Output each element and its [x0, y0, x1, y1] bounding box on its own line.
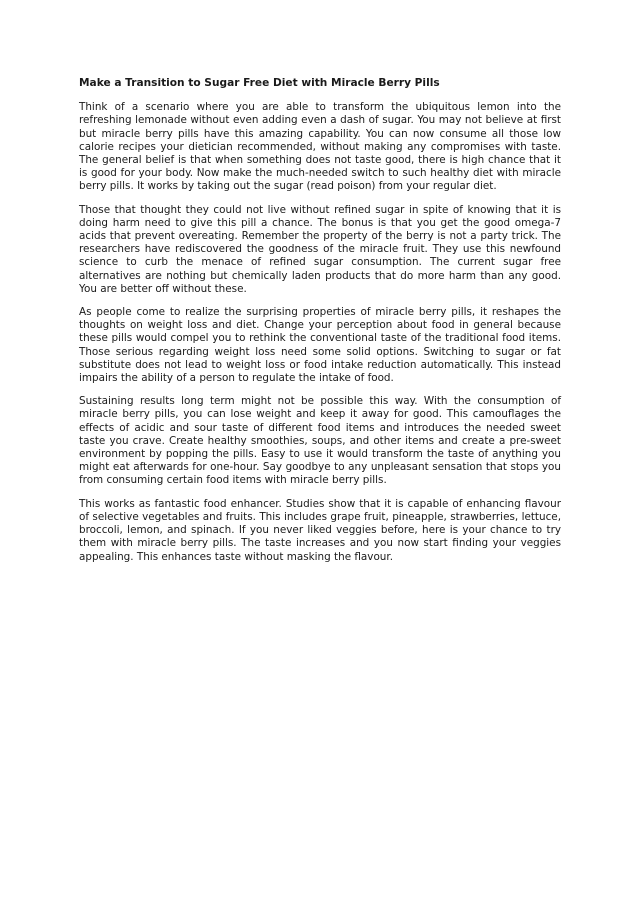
paragraph-3: As people come to realize the surprising properties of miracle berry pills, it reshapes the thoughts on weight loss and diet. Change your perception about food in general because these pills would compel you to rethink the conventional taste of the traditional food items. Those serious regarding weight loss need some solid options. Switching to sugar or fat substitute does not lead to weight loss or food intake reduction automatically. This instead impairs the ability of a person to regulate the intake of food. — [79, 306, 561, 385]
paragraph-1: Think of a scenario where you are able to transform the ubiquitous lemon into the refreshing lemonade without even adding even a dash of sugar. You may not believe at first but miracle berry pills have this amazing capability. You can now consume all those low calorie recipes your dietician recommended, without making any compromises with taste. The general belief is that when something does not taste good, there is high chance that it is good for your body. Now make the much-needed switch to such healthy diet with miracle berry pills. It works by taking out the sugar (read poison) from your regular diet. — [79, 101, 561, 193]
paragraph-4: Sustaining results long term might not be possible this way. With the consumption of miracle berry pills, you can lose weight and keep it away for good. This camouflages the effects of acidic and sour taste of different food items and introduces the needed sweet taste you crave. Create healthy smoothies, soups, and other items and create a pre-sweet environment by popping the pills. Easy to use it would transform the taste of anything you might eat afterwards for one-hour. Say goodbye to any unpleasant sensation that stops you from consuming certain food items with miracle berry pills. — [79, 395, 561, 487]
paragraph-2: Those that thought they could not live without refined sugar in spite of knowing that it is doing harm need to give this pill a chance. The bonus is that you get the good omega-7 acids that prevent overeating. Remember the property of the berry is not a party trick. The researchers have rediscovered the goodness of the miracle fruit. They use this newfound science to curb the menace of refined sugar consumption. The current sugar free alternatives are nothing but chemically laden products that do more harm than any good. You are better off without these. — [79, 203, 561, 295]
document-title: Make a Transition to Sugar Free Diet with Miracle Berry Pills — [79, 77, 440, 89]
paragraph-5: This works as fantastic food enhancer. Studies show that it is capable of enhancing flavour of selective vegetables and fruits. This includes grape fruit, pineapple, strawberries, lettuce, broccoli, lemon, and spinach. If you never liked veggies before, here is your chance to try them with miracle berry pills. The taste increases and you now start finding your veggies appealing. This enhances taste without masking the flavour. — [79, 497, 561, 563]
document-page — [79, 77, 561, 574]
